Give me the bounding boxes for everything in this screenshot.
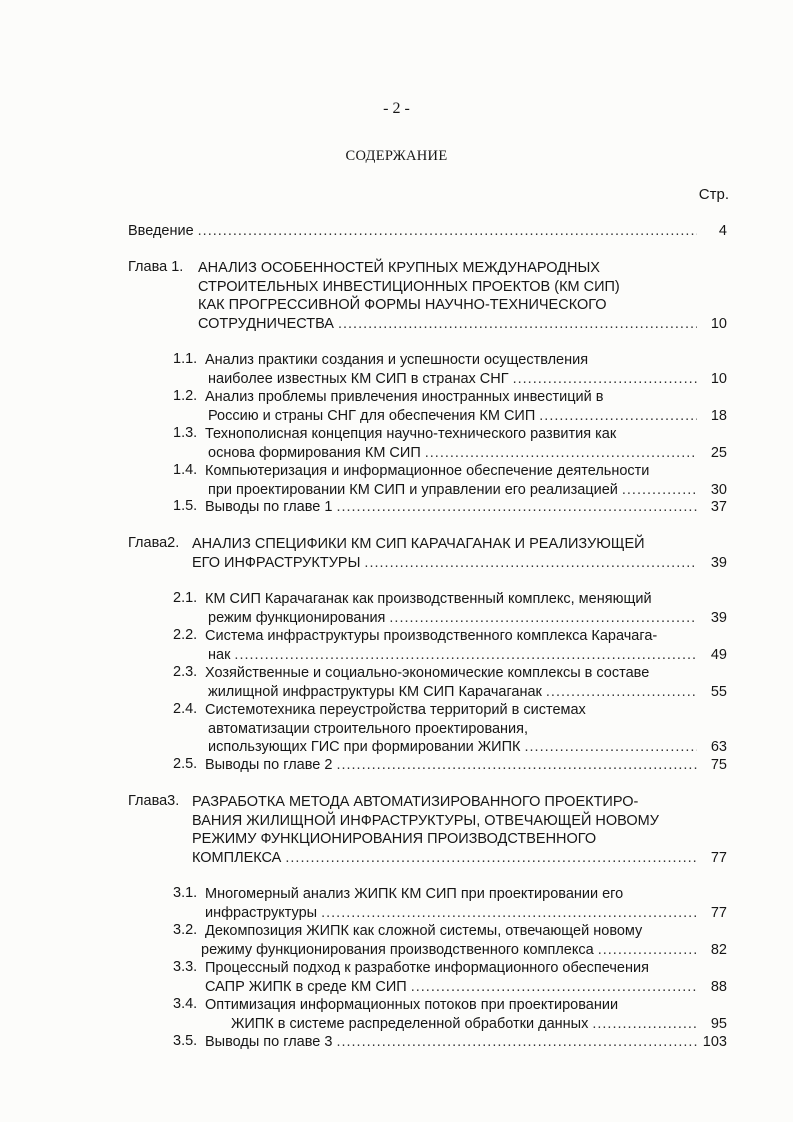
toc-entry-text: Технополисная концепция научно-технического развития как [205, 426, 617, 442]
toc-title: СОДЕРЖАНИЕ [345, 148, 448, 164]
toc-entry-text: Выводы по главе 2 [205, 757, 333, 773]
toc-entry-text: АНАЛИЗ ОСОБЕННОСТЕЙ КРУПНЫХ МЕЖДУНАРОДНЫХ [198, 260, 600, 276]
toc-entry-text: ЖИПК в системе распределенной обработки данных [231, 1015, 589, 1032]
toc-page-number: 103 [702, 1034, 727, 1050]
toc-page-number: 77 [710, 849, 727, 866]
toc-entry-text: СОТРУДНИЧЕСТВА [198, 315, 334, 332]
toc-entry-number: 2.3. [173, 664, 198, 680]
toc-entry-text: КОМПЛЕКСА [192, 849, 282, 866]
toc-page-number: 75 [710, 757, 727, 773]
toc-entry-number: 2.1. [173, 590, 198, 606]
dot-leader [321, 904, 697, 923]
toc-page-number: 55 [710, 683, 727, 700]
dot-leader [234, 646, 697, 665]
toc-entry-intro [0, 222, 793, 241]
dot-leader [546, 683, 697, 702]
toc-entry-text: при проектировании КМ СИП и управлении его реализацией [208, 481, 618, 498]
toc-entry-s1-3 [0, 425, 793, 462]
toc-entry-text: Анализ проблемы привлечения иностранных инвестиций в [205, 389, 604, 405]
toc-entry-text: СТРОИТЕЛЬНЫХ ИНВЕСТИЦИОННЫХ ПРОЕКТОВ (КМ СИП) [198, 278, 620, 295]
toc-entry-text: инфраструктуры [205, 904, 318, 921]
toc-entry-number: 1.4. [173, 462, 198, 478]
toc-page-number: 77 [710, 904, 727, 921]
toc-page-number: 25 [710, 444, 727, 461]
toc-page-number: 10 [710, 315, 727, 332]
toc-entry-text: ЕГО ИНФРАСТРУКТУРЫ [192, 554, 361, 571]
dot-leader [338, 315, 697, 334]
toc-entry-text: жилищной инфраструктуры КМ СИП Карачаганак [208, 683, 542, 700]
toc-entry-text: Анализ практики создания и успешности осуществления [205, 352, 589, 368]
dot-leader [513, 370, 697, 389]
dot-leader [336, 498, 697, 517]
toc-entry-text: САПР ЖИПК в среде КМ СИП [205, 978, 407, 995]
toc-entry-text: Оптимизация информационных потоков при проектировании [205, 997, 619, 1013]
toc-entry-number: Глава 1. [128, 259, 184, 275]
toc-entry-text: Декомпозиция ЖИПК как сложной системы, отвечающей новому [205, 923, 643, 939]
toc-entry-s2-3 [0, 664, 793, 701]
toc-entry-text: Хозяйственные и социально-экономические комплексы в составе [205, 665, 650, 681]
toc-entry-text: Процессный подход к разработке информационного обеспечения [205, 960, 649, 976]
dot-leader [622, 481, 697, 500]
toc-entry-text: Россию и страны СНГ для обеспечения КМ СИП [208, 407, 536, 424]
dot-leader [285, 849, 697, 868]
toc-entry-s3-4 [0, 996, 793, 1033]
toc-entry-text: режим функционирования [208, 609, 386, 626]
toc-entry-s2-1 [0, 590, 793, 627]
toc-entry-s3-5 [0, 1033, 793, 1052]
toc-entry-s3-3 [0, 959, 793, 996]
dot-leader [336, 756, 697, 775]
toc-entry-text: ВАНИЯ ЖИЛИЩНОЙ ИНФРАСТРУКТУРЫ, ОТВЕЧАЮЩЕЙ НОВОМУ [192, 812, 659, 829]
toc-page-number: 63 [710, 739, 727, 755]
toc-entry-text: использующих ГИС при формировании ЖИПК [208, 739, 521, 755]
toc-entry-text: режиму функционирования производственного комплекса [201, 941, 594, 958]
toc-page-number: 4 [718, 223, 727, 239]
toc-entry-text: Выводы по главе 3 [205, 1034, 333, 1050]
toc-entry-number: 1.3. [173, 425, 198, 441]
toc-entry-number: 1.1. [173, 351, 198, 367]
toc-entry-ch3 [0, 793, 793, 867]
toc-entry-number: Глава2. [128, 535, 180, 551]
toc-page-number: 30 [710, 481, 727, 498]
toc-entry-s1-1 [0, 351, 793, 388]
toc-entry-number: 2.5. [173, 756, 198, 772]
toc-entry-s2-2 [0, 627, 793, 664]
toc-page-number: 18 [710, 407, 727, 424]
toc-entry-text: Многомерный анализ ЖИПК КМ СИП при проектировании его [205, 886, 624, 902]
toc-entry-text: КМ СИП Карачаганак как производственный комплекс, меняющий [205, 591, 652, 607]
dot-leader [539, 407, 697, 426]
toc-entry-s3-2 [0, 922, 793, 959]
toc-entry-text: РАЗРАБОТКА МЕТОДА АВТОМАТИЗИРОВАННОГО ПРОЕКТИРО- [192, 794, 639, 810]
toc-entry-s1-5 [0, 498, 793, 517]
toc-entry-text: Системотехника переустройства территорий в системах [205, 702, 586, 718]
dot-leader [592, 1015, 697, 1034]
toc-entry-text: нак [208, 646, 231, 663]
toc-entry-number: 1.2. [173, 388, 198, 404]
toc-entry-number: 3.3. [173, 959, 198, 975]
toc-entry-text: автоматизации строительного проектирования, [208, 720, 529, 737]
toc-page-number: 49 [710, 646, 727, 663]
toc-entry-text: РЕЖИМУ ФУНКЦИОНИРОВАНИЯ ПРОИЗВОДСТВЕННОГО [192, 831, 597, 847]
toc-entry-number: 2.4. [173, 701, 198, 717]
toc-entry-text: наиболее известных КМ СИП в странах СНГ [208, 370, 509, 387]
toc-entry-text: АНАЛИЗ СПЕЦИФИКИ КМ СИП КАРАЧАГАНАК И РЕАЛИЗУЮЩЕЙ [192, 536, 645, 552]
dot-leader [425, 444, 697, 463]
toc-entry-text: КАК ПРОГРЕССИВНОЙ ФОРМЫ НАУЧНО-ТЕХНИЧЕСКОГО [198, 297, 607, 313]
page-column-label: Стр. [698, 186, 729, 203]
dot-leader [389, 609, 697, 628]
page-number: - 2 - [383, 100, 410, 117]
toc-entry-number: 3.5. [173, 1033, 198, 1049]
dot-leader [524, 738, 697, 757]
toc-entry-number: 3.2. [173, 922, 198, 938]
toc-page-number: 82 [710, 941, 727, 958]
toc-entry-s1-2 [0, 388, 793, 425]
toc-entry-s2-5 [0, 756, 793, 775]
dot-leader [598, 941, 697, 960]
toc-entry-number: 1.5. [173, 498, 198, 514]
toc-entry-ch2 [0, 535, 793, 572]
toc-entry-text: Компьютеризация и информационное обеспечение деятельности [205, 463, 650, 479]
dot-leader [364, 554, 697, 573]
toc-entry-s1-4 [0, 462, 793, 499]
toc-page-number: 39 [710, 554, 727, 571]
toc-entry-text: Выводы по главе 1 [205, 499, 333, 515]
toc-entry-ch1 [0, 259, 793, 333]
toc-page-number: 95 [710, 1015, 727, 1032]
toc-page-number: 39 [710, 609, 727, 626]
toc-entry-text: Введение [128, 223, 194, 239]
dot-leader [411, 978, 697, 997]
toc-entry-text: Система инфраструктуры производственного комплекса Карачага- [205, 628, 658, 644]
toc-entry-number: 3.1. [173, 885, 198, 901]
toc-page-number: 37 [710, 499, 727, 515]
toc-entry-s2-4 [0, 701, 793, 757]
toc-entry-s3-1 [0, 885, 793, 922]
toc-page-number: 10 [710, 370, 727, 387]
toc-entry-number: 2.2. [173, 627, 198, 643]
toc-entry-text: основа формирования КМ СИП [208, 444, 421, 461]
toc-entry-number: Глава3. [128, 793, 180, 809]
dot-leader [336, 1033, 697, 1052]
toc-entry-number: 3.4. [173, 996, 198, 1012]
toc-page-number: 88 [710, 978, 727, 995]
dot-leader [198, 222, 697, 241]
